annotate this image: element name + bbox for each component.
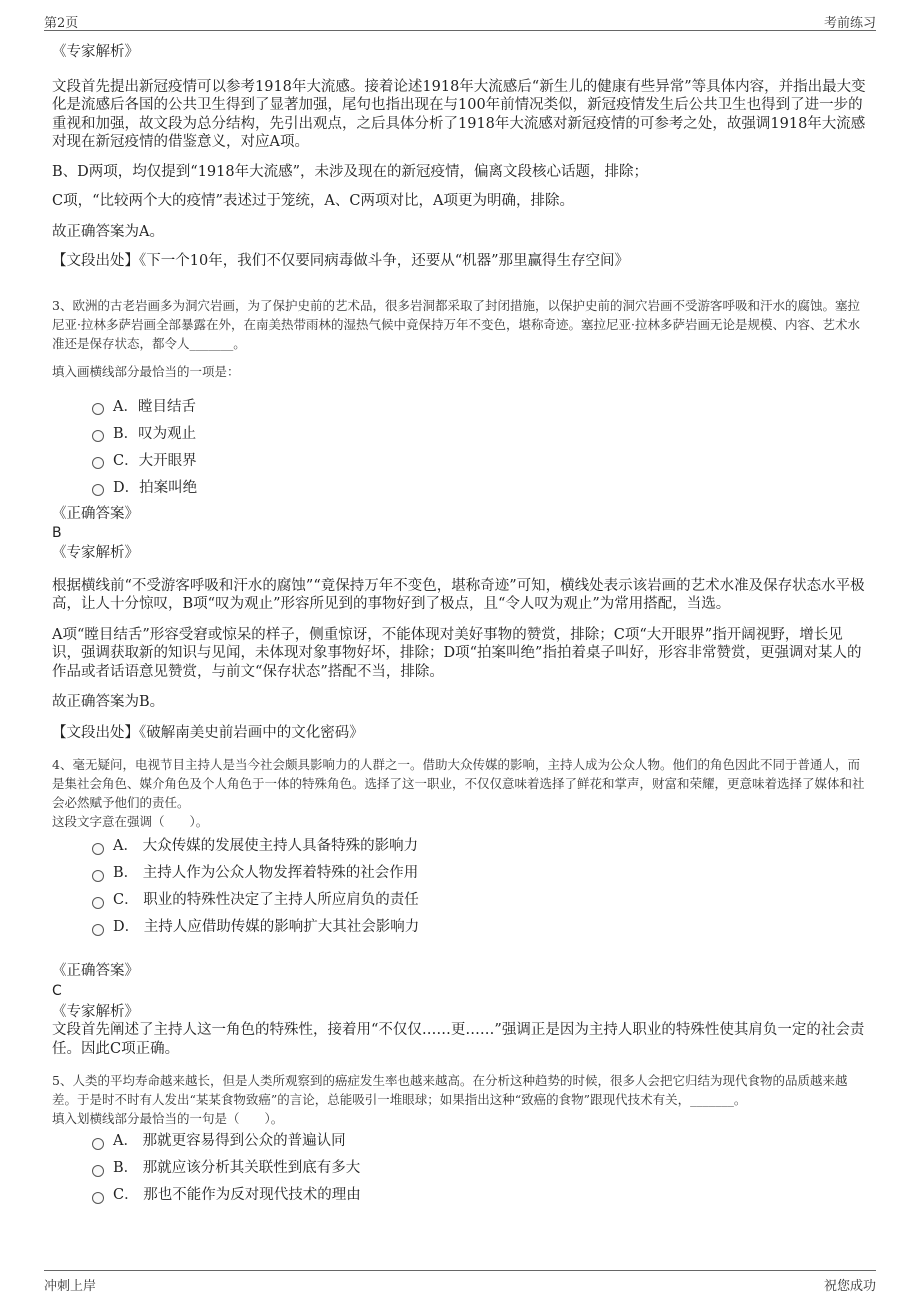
q4-answer-label: 《正确答案》 — [52, 963, 139, 979]
q4-prompt: 这段文字意在强调（ ）。 — [52, 814, 209, 829]
q2-expert-label: 《专家解析》 — [52, 44, 139, 60]
q4-stem: 4、毫无疑问，电视节目主持人是当今社会颇具影响力的人群之一。借助大众传媒的影响，主持人成为公众人物。他们的角色因此不同于普通人，而是集社会角色、媒介角色及个人角色于一体的特殊角色。选择了这一职业，不仅仅意味着选择了鲜花和掌声，财富和荣耀，更意味着选择了媒体和社会必然赋予他们的责任。 — [52, 757, 865, 810]
option-label: A． 那就更容易得到公众的普遍认同 — [113, 1133, 346, 1149]
q3-option-d[interactable] — [92, 475, 868, 502]
radio-button-icon[interactable] — [92, 870, 104, 882]
option-label: B． 主持人作为公众人物发挥着特殊的社会作用 — [113, 865, 419, 881]
page-number: 第2页 — [44, 16, 79, 31]
radio-button-icon[interactable] — [92, 403, 104, 415]
q4-option-c[interactable] — [92, 887, 868, 914]
q3-answer: B — [52, 525, 62, 541]
radio-button-icon[interactable] — [92, 484, 104, 496]
q4-option-a[interactable] — [92, 833, 868, 860]
q3-options — [92, 394, 868, 502]
radio-button-icon[interactable] — [92, 457, 104, 469]
document-body — [52, 42, 868, 1209]
q5-options — [92, 1128, 868, 1209]
radio-button-icon[interactable] — [92, 1165, 104, 1177]
q5-prompt: 填入划横线部分最恰当的一句是（ ）。 — [52, 1111, 284, 1126]
option-label: C． 职业的特殊性决定了主持人所应肩负的责任 — [113, 892, 419, 908]
q4-analysis: 文段首先阐述了主持人这一角色的特殊性，接着用“不仅仅……更……”强调正是因为主持人职业的特殊性使其肩负一定的社会责任。因此C项正确。 — [52, 1022, 865, 1057]
q2-conclusion: 故正确答案为A。 — [52, 223, 164, 240]
radio-button-icon[interactable] — [92, 843, 104, 855]
q3-analysis-2: A项“瞠目结舌”形容受窘或惊呆的样子，侧重惊讶，不能体现对美好事物的赞赏，排除；C项“大开眼界”指开阔视野，增长见识，强调获取新的知识与见闻，未体现对象事物好坏，排除；D项“拍案叫绝”指拍着桌子叫好，形容非常赞赏，更强调对某人的作品或者话语意见赞赏，与前文“保存状态”搭配不当，排除。 — [52, 626, 862, 680]
option-label: C．大开眼界 — [113, 452, 197, 469]
q4-option-b[interactable] — [92, 860, 868, 887]
q3-stem: 3、欧洲的古老岩画多为洞穴岩画，为了保护史前的艺术品，很多岩洞都采取了封闭措施，以保护史前的洞穴岩画不受游客呼吸和汗水的腐蚀。塞拉尼亚·拉林多萨岩画全部暴露在外，在南美热带雨林的湿热气候中竟保持万年不变色，堪称奇迹。塞拉尼亚·拉林多萨岩画无论是规模、内容、艺术水准还是保存状态，都令人_______。 — [52, 297, 860, 351]
q3-analysis-1: 根据横线前“不受游客呼吸和汗水的腐蚀”“竟保持万年不变色，堪称奇迹”可知，横线处表示该岩画的艺术水准及保存状态水平极高，让人十分惊叹，B项“叹为观止”形容所见到的事物好到了极点，且“令人叹为观止”为常用搭配，当选。 — [52, 577, 865, 612]
page-header — [44, 8, 876, 31]
option-label: C． 那也不能作为反对现代技术的理由 — [113, 1187, 361, 1203]
q2-analysis-3: C项，“比较两个大的疫情”表述过于笼统，A、C两项对比，A项更为明确，排除。 — [52, 193, 574, 209]
q4-option-d[interactable] — [92, 914, 868, 941]
q5-option-a[interactable] — [92, 1128, 868, 1155]
q5-option-b[interactable] — [92, 1155, 868, 1182]
option-label: A．瞠目结舌 — [113, 398, 196, 415]
q4-expert-label: 《专家解析》 — [52, 1003, 139, 1020]
option-label: D． 主持人应借助传媒的影响扩大其社会影响力 — [113, 919, 420, 935]
q2-source: 【文段出处】《下一个10年，我们不仅要同病毒做斗争，还要从“机器”那里赢得生存空间》 — [52, 253, 630, 269]
q2-analysis-1: 文段首先提出新冠疫情可以参考1918年大流感。接着论述1918年大流感后“新生儿的健康有些异常”等具体内容，并指出最大变化是流感后各国的公共卫生得到了显著加强，尾句也指出现在与100年前情况类似，新冠疫情发生后公共卫生也得到了进一步的重视和加强，故文段为总分结构，先引出观点，之后具体分析了1918年大流感对新冠疫情的可参考之处，故强调1918年大流感对现在新冠疫情的借鉴意义，对应A项。 — [52, 78, 866, 150]
radio-button-icon[interactable] — [92, 897, 104, 909]
q2-analysis-2: B、D两项，均仅提到“1918年大流感”，未涉及现在的新冠疫情，偏离文段核心话题，排除； — [52, 163, 649, 180]
header-title: 考前练习 — [823, 16, 876, 31]
q3-option-a[interactable] — [92, 394, 868, 421]
radio-button-icon[interactable] — [92, 1138, 104, 1150]
q3-option-c[interactable] — [92, 448, 868, 475]
q3-prompt: 填入画横线部分最恰当的一项是： — [52, 363, 240, 379]
page-footer — [44, 1270, 876, 1295]
footer-right: 祝您成功 — [823, 1279, 876, 1294]
q3-expert-label: 《专家解析》 — [52, 545, 139, 561]
radio-button-icon[interactable] — [92, 1192, 104, 1204]
q4-options — [92, 833, 868, 941]
q3-answer-label: 《正确答案》 — [52, 505, 139, 522]
q3-conclusion: 故正确答案为B。 — [52, 694, 165, 710]
option-label: D．拍案叫绝 — [113, 479, 198, 496]
q5-option-c[interactable] — [92, 1182, 868, 1209]
radio-button-icon[interactable] — [92, 430, 104, 442]
option-label: B． 那就应该分析其关联性到底有多大 — [113, 1160, 361, 1176]
q3-source: 【文段出处】《破解南美史前岩画中的文化密码》 — [52, 724, 364, 741]
footer-left: 冲刺上岸 — [44, 1279, 97, 1294]
q4-answer: C — [52, 982, 62, 999]
q5-stem: 5、人类的平均寿命越来越长，但是人类所观察到的癌症发生率也越来越高。在分析这种趋势的时候，很多人会把它归结为现代食物的品质越来越差。于是时不时有人发出“某某食物致癌”的言论，总能吸引一堆眼球；如果指出这种“致癌的食物”跟现代技术有关，_______。 — [52, 1073, 848, 1107]
radio-button-icon[interactable] — [92, 924, 104, 936]
option-label: B．叹为观止 — [113, 425, 197, 442]
option-label: A． 大众传媒的发展使主持人具备特殊的影响力 — [113, 838, 419, 854]
q3-option-b[interactable] — [92, 421, 868, 448]
